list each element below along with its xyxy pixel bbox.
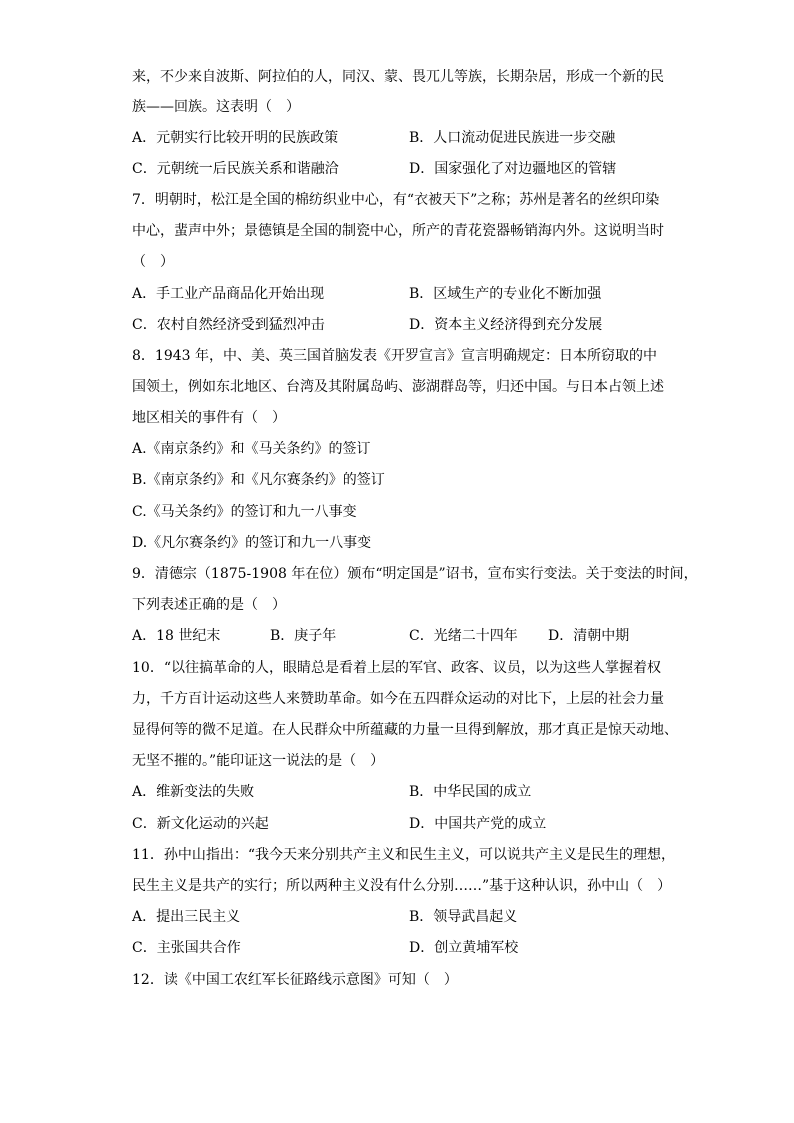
question-7-option-a: A．手工业产品商品化开始出现 — [132, 286, 325, 302]
question-9-stem-line-1: 9．清德宗（1875-1908 年在位）颁布“明定国是”诏书，宣布实行变法。关于变法的时间， — [132, 566, 698, 582]
question-8-option-d: D.《凡尔赛条约》的签订和九一八事变 — [132, 535, 372, 551]
question-6-stem-line-2: 族——回族。这表明（ ） — [132, 99, 300, 115]
question-11-option-d: D．创立黄埔军校 — [409, 940, 519, 956]
question-10-option-a: A．维新变法的失败 — [132, 784, 255, 800]
question-6-option-b: B．人口流动促进民族进一步交融 — [409, 130, 616, 146]
question-10-option-b: B．中华民国的成立 — [409, 784, 532, 800]
question-8-option-a: A.《南京条约》和《马关条约》的签订 — [132, 441, 371, 457]
question-10-option-c: C．新文化运动的兴起 — [132, 816, 269, 832]
question-10-stem-line-1: 10．“以往搞革命的人，眼睛总是看着上层的军官、政客、议员，以为这些人掌握着权 — [132, 660, 661, 676]
question-12-stem-line-1: 12．读《中国工农红军长征路线示意图》可知（ ） — [132, 972, 458, 988]
question-7-stem-line-1: 7．明朝时，松江是全国的棉纺织业中心，有“衣被天下”之称；苏州是著名的丝织印染 — [132, 192, 660, 208]
question-9-option-a: A．18 世纪末 — [132, 628, 221, 644]
question-10-stem-line-4: 无坚不摧的。”能印证这一说法的是（ ） — [132, 753, 385, 769]
question-9-options-row — [132, 626, 672, 646]
question-9-option-c: C．光绪二十四年 — [409, 628, 518, 644]
question-7-stem-line-2: 中心，蜚声中外；景德镇是全国的制瓷中心，所产的青花瓷器畅销海内外。这说明当时 — [132, 223, 664, 239]
question-10-stem-line-3: 显得何等的微不足道。在人民群众中所蕴藏的力量一旦得到解放，那才真正是惊天动地、 — [132, 722, 678, 738]
question-10-options-row-2 — [132, 814, 672, 834]
question-7-options-row-2 — [132, 315, 672, 335]
question-9-option-d: D．清朝中期 — [548, 628, 630, 644]
question-8-stem-line-2: 国领土，例如东北地区、台湾及其附属岛屿、澎湖群岛等，归还中国。与日本占领上述 — [132, 379, 664, 395]
question-11-stem-line-2: 民生主义是共产的实行；所以两种主义没有什么分别……”基于这种认识，孙中山（ ） — [132, 878, 672, 894]
question-11-option-c: C．主张国共合作 — [132, 940, 241, 956]
question-7-option-c: C．农村自然经济受到猛烈冲击 — [132, 317, 325, 333]
question-8-option-b: B.《南京条约》和《凡尔赛条约》的签订 — [132, 472, 385, 488]
question-7-option-b: B．区域生产的专业化不断加强 — [409, 286, 602, 302]
question-7-options-row-1 — [132, 284, 672, 304]
question-6-option-c: C．元朝统一后民族关系和谐融洽 — [132, 161, 339, 177]
question-10-stem-line-2: 力，千方百计运动这些人来赞助革命。如今在五四群众运动的对比下，上层的社会力量 — [132, 691, 664, 707]
question-6-stem-line-1: 来，不少来自波斯、阿拉伯的人，同汉、蒙、畏兀儿等族，长期杂居，形成一个新的民 — [132, 69, 664, 85]
question-6-option-d: D．国家强化了对边疆地区的管辖 — [409, 161, 617, 177]
question-6-options-row-2 — [132, 159, 672, 179]
question-9-stem-line-2: 下列表述正确的是（ ） — [132, 597, 286, 613]
question-11-option-b: B．领导武昌起义 — [409, 909, 518, 925]
question-7-stem-line-3: （ ） — [132, 254, 174, 270]
question-11-stem-line-1: 11．孙中山指出：“我今天来分别共产主义和民生主义，可以说共产主义是民生的理想， — [132, 847, 675, 863]
question-11-options-row-1 — [132, 907, 672, 927]
question-8-stem-line-1: 8．1943 年，中、美、英三国首脑发表《开罗宣言》宣言明确规定：日本所窃取的中 — [132, 348, 657, 364]
question-6-options-row-1 — [132, 128, 672, 148]
question-11-option-a: A．提出三民主义 — [132, 909, 241, 925]
question-10-option-d: D．中国共产党的成立 — [409, 816, 547, 832]
question-7-option-d: D．资本主义经济得到充分发展 — [409, 317, 603, 333]
question-9-option-b: B．庚子年 — [270, 628, 337, 644]
question-11-options-row-2 — [132, 938, 672, 958]
question-8-option-c: C.《马关条约》的签订和九一八事变 — [132, 504, 357, 520]
question-8-stem-line-3: 地区相关的事件有（ ） — [132, 410, 286, 426]
question-10-options-row-1 — [132, 782, 672, 802]
question-6-option-a: A．元朝实行比较开明的民族政策 — [132, 130, 339, 146]
